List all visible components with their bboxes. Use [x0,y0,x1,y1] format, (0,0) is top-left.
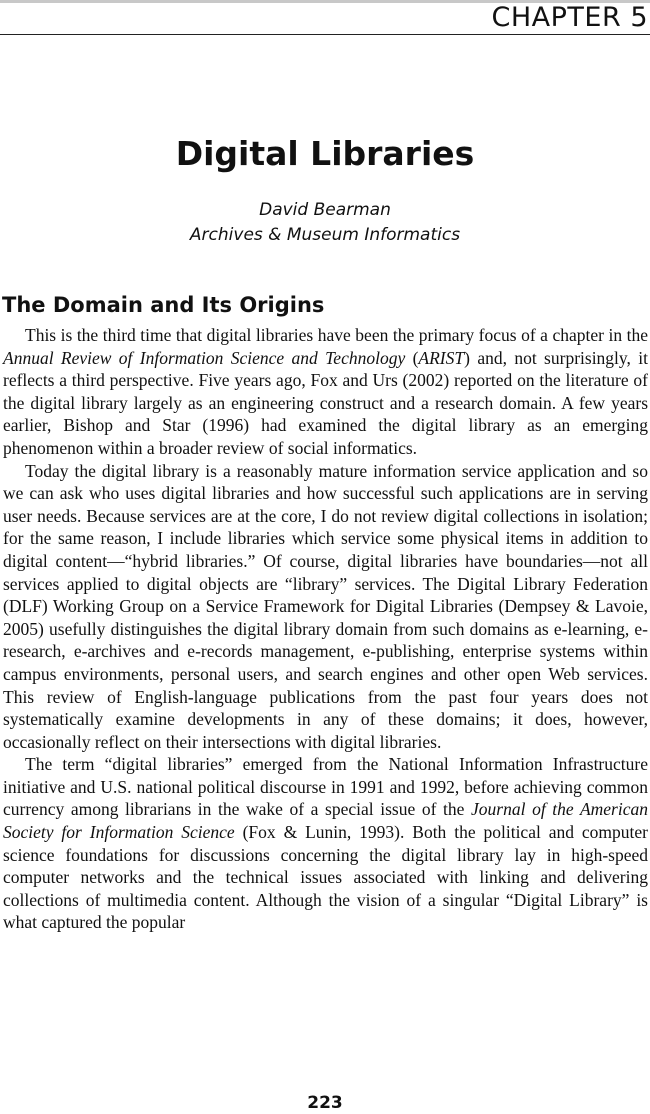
paragraph-3-text-b: (Fox & Lunin, 1993). Both the political and computer science foundations for discussions concerning the digital library lay in high-speed computer networks and the technical issues associated with linking and delivering collections of multimedia content. Although the vision of a singular “Digital Library” is what captured the popular [3,822,648,933]
author-affiliation: Archives & Museum Informatics [189,225,461,245]
chapter-rule [0,34,650,35]
section-heading: The Domain and Its Origins [2,293,325,317]
journal-title-jasis: Journal of the American Society for Information Science [3,799,648,843]
author-name: David Bearman [259,200,391,220]
chapter-label: CHAPTER 5 [491,2,648,33]
paragraph-3-text-a: The term “digital libraries” emerged from the National Information Infrastructure initiative and U.S. national political discourse in 1991 and 1992, before achieving common currency among librarians in the wake of a special issue of the [3,754,648,820]
arist-abbrev: ARIST [418,347,465,368]
page-number: 223 [307,1093,343,1113]
paragraph-1-text-a: This is the third time that digital libraries have been the primary focus of a chapter in the [25,325,648,345]
paragraph-1 [3,324,648,460]
paragraph-1-text-c: ) and, not surprisingly, it reflects a third perspective. Five years ago, Fox and Urs (2002) reported on the literature of the digital library largely as an engineering construct and a research domain. A few years earlier, Bishop and Star (1996) had examined the digital library as an emerging phenomenon within a broader review of social informatics. [3,347,648,458]
paragraph-1-text-b: ( [405,347,419,368]
journal-title-arist: Annual Review of Information Science and Technology [3,347,406,368]
body-text [3,324,648,934]
paragraph-2: Today the digital library is a reasonably mature information service application and so we can ask who uses digital libraries and how successful such applications are in serving user needs. Because services are at the core, I do not review digital collections in isolation; for the same reason, I include libraries which service some physical items in addition to digital content—“hybrid libraries.” Of course, digital libraries have boundaries—not all services applied to digital objects are “library” services. The Digital Library Federation (DLF) Working Group on a Service Framework for Digital Libraries (Dempsey & Lavoie, 2005) usefully distinguishes the digital library domain from such domains as e-learning, e-research, e-archives and e-records management, e-publishing, enterprise systems within campus environments, personal users, and search engines and other open Web services. This review of English-language publications from the past four years does not systematically examine developments in any of these domains; it does, however, occasionally reflect on their intersections with digital libraries. [3,460,648,752]
paragraph-3 [3,753,648,934]
chapter-title: Digital Libraries [175,134,475,173]
